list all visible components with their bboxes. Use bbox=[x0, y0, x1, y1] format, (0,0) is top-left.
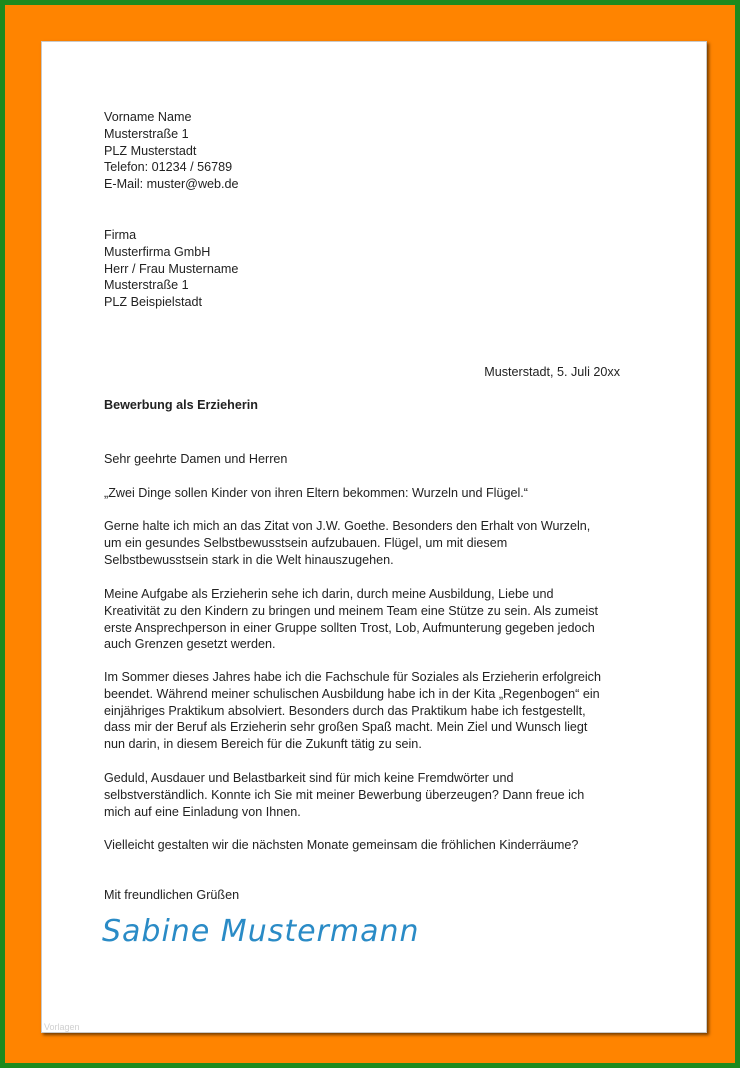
paragraph-line: einjähriges Praktikum absolviert. Besonders durch das Praktikum habe ich festgestellt, bbox=[104, 703, 586, 718]
paragraph-line: „Zwei Dinge sollen Kinder von ihren Eltern bekommen: Wurzeln und Flügel.“ bbox=[104, 486, 528, 500]
paragraph-qualities bbox=[104, 770, 584, 820]
letter-date: Musterstadt, 5. Juli 20xx bbox=[484, 365, 620, 379]
paragraph-line: selbstverständlich. Konnte ich Sie mit meiner Bewerbung überzeugen? Dann freue ich bbox=[104, 787, 585, 802]
letter-page bbox=[41, 41, 707, 1033]
paragraph-line: auch Grenzen gesetzt werden. bbox=[104, 637, 276, 652]
sender-email: E-Mail: muster@web.de bbox=[104, 177, 239, 192]
paragraph-quote bbox=[104, 485, 528, 502]
handwritten-signature: Sabine Mustermann bbox=[102, 914, 420, 949]
recipient-line: Firma bbox=[104, 228, 137, 242]
sender-street: Musterstraße 1 bbox=[104, 126, 189, 141]
paragraph-line: Gerne halte ich mich an das Zitat von J.W. Goethe. Besonders den Erhalt von Wurzeln, bbox=[104, 519, 591, 533]
letter-subject: Bewerbung als Erzieherin bbox=[104, 398, 258, 412]
recipient-line: Musterfirma GmbH bbox=[104, 244, 211, 259]
orange-frame bbox=[5, 5, 735, 1063]
recipient-line: Musterstraße 1 bbox=[104, 278, 189, 293]
paragraph-line: Geduld, Ausdauer und Belastbarkeit sind für mich keine Fremdwörter und bbox=[104, 771, 514, 785]
sender-block bbox=[104, 109, 239, 193]
sender-city: PLZ Musterstadt bbox=[104, 143, 197, 158]
sender-name: Vorname Name bbox=[104, 110, 192, 124]
paragraph-line: mich auf eine Einladung von Ihnen. bbox=[104, 804, 301, 819]
paragraph-line: Vielleicht gestalten wir die nächsten Monate gemeinsam die fröhlichen Kinderräume? bbox=[104, 838, 579, 852]
paragraph-goethe bbox=[104, 518, 590, 568]
paragraph-line: Meine Aufgabe als Erzieherin sehe ich darin, durch meine Ausbildung, Liebe und bbox=[104, 587, 554, 601]
paragraph-line: dass mir der Beruf als Erzieherin sehr großen Spaß macht. Mein Ziel und Wunsch liegt bbox=[104, 720, 588, 735]
paragraph-line: erste Ansprechperson in einer Gruppe sollten Trost, Lob, Aufmunterung gegeben jedoch bbox=[104, 620, 595, 635]
paragraph-line: Selbstbewusstsein stark in die Welt hinauszugehen. bbox=[104, 552, 394, 567]
paragraph-closing-question bbox=[104, 837, 578, 854]
recipient-line: Herr / Frau Mustername bbox=[104, 261, 239, 276]
paragraph-education bbox=[104, 669, 601, 753]
sender-phone: Telefon: 01234 / 56789 bbox=[104, 160, 233, 175]
paragraph-line: Im Sommer dieses Jahres habe ich die Fachschule für Soziales als Erzieherin erfolgreich bbox=[104, 670, 601, 684]
watermark: Vorlagen bbox=[44, 1022, 80, 1032]
paragraph-line: beendet. Während meiner schulischen Ausbildung habe ich in der Kita „Regenbogen“ ein bbox=[104, 686, 600, 701]
paragraph-line: Kreativität zu den Kindern zu bringen und meinem Team eine Stütze zu sein. Als zumeist bbox=[104, 603, 598, 618]
paragraph-line: um ein gesundes Selbstbewusstsein aufzubauen. Flügel, um mit diesem bbox=[104, 535, 508, 550]
paragraph-line: nun darin, in diesem Bereich für die Zukunft tätig zu sein. bbox=[104, 737, 422, 752]
closing: Mit freundlichen Grüßen bbox=[104, 888, 240, 902]
paragraph-task bbox=[104, 586, 598, 653]
recipient-block bbox=[104, 227, 238, 311]
salutation: Sehr geehrte Damen und Herren bbox=[104, 452, 288, 466]
recipient-line: PLZ Beispielstadt bbox=[104, 295, 203, 310]
